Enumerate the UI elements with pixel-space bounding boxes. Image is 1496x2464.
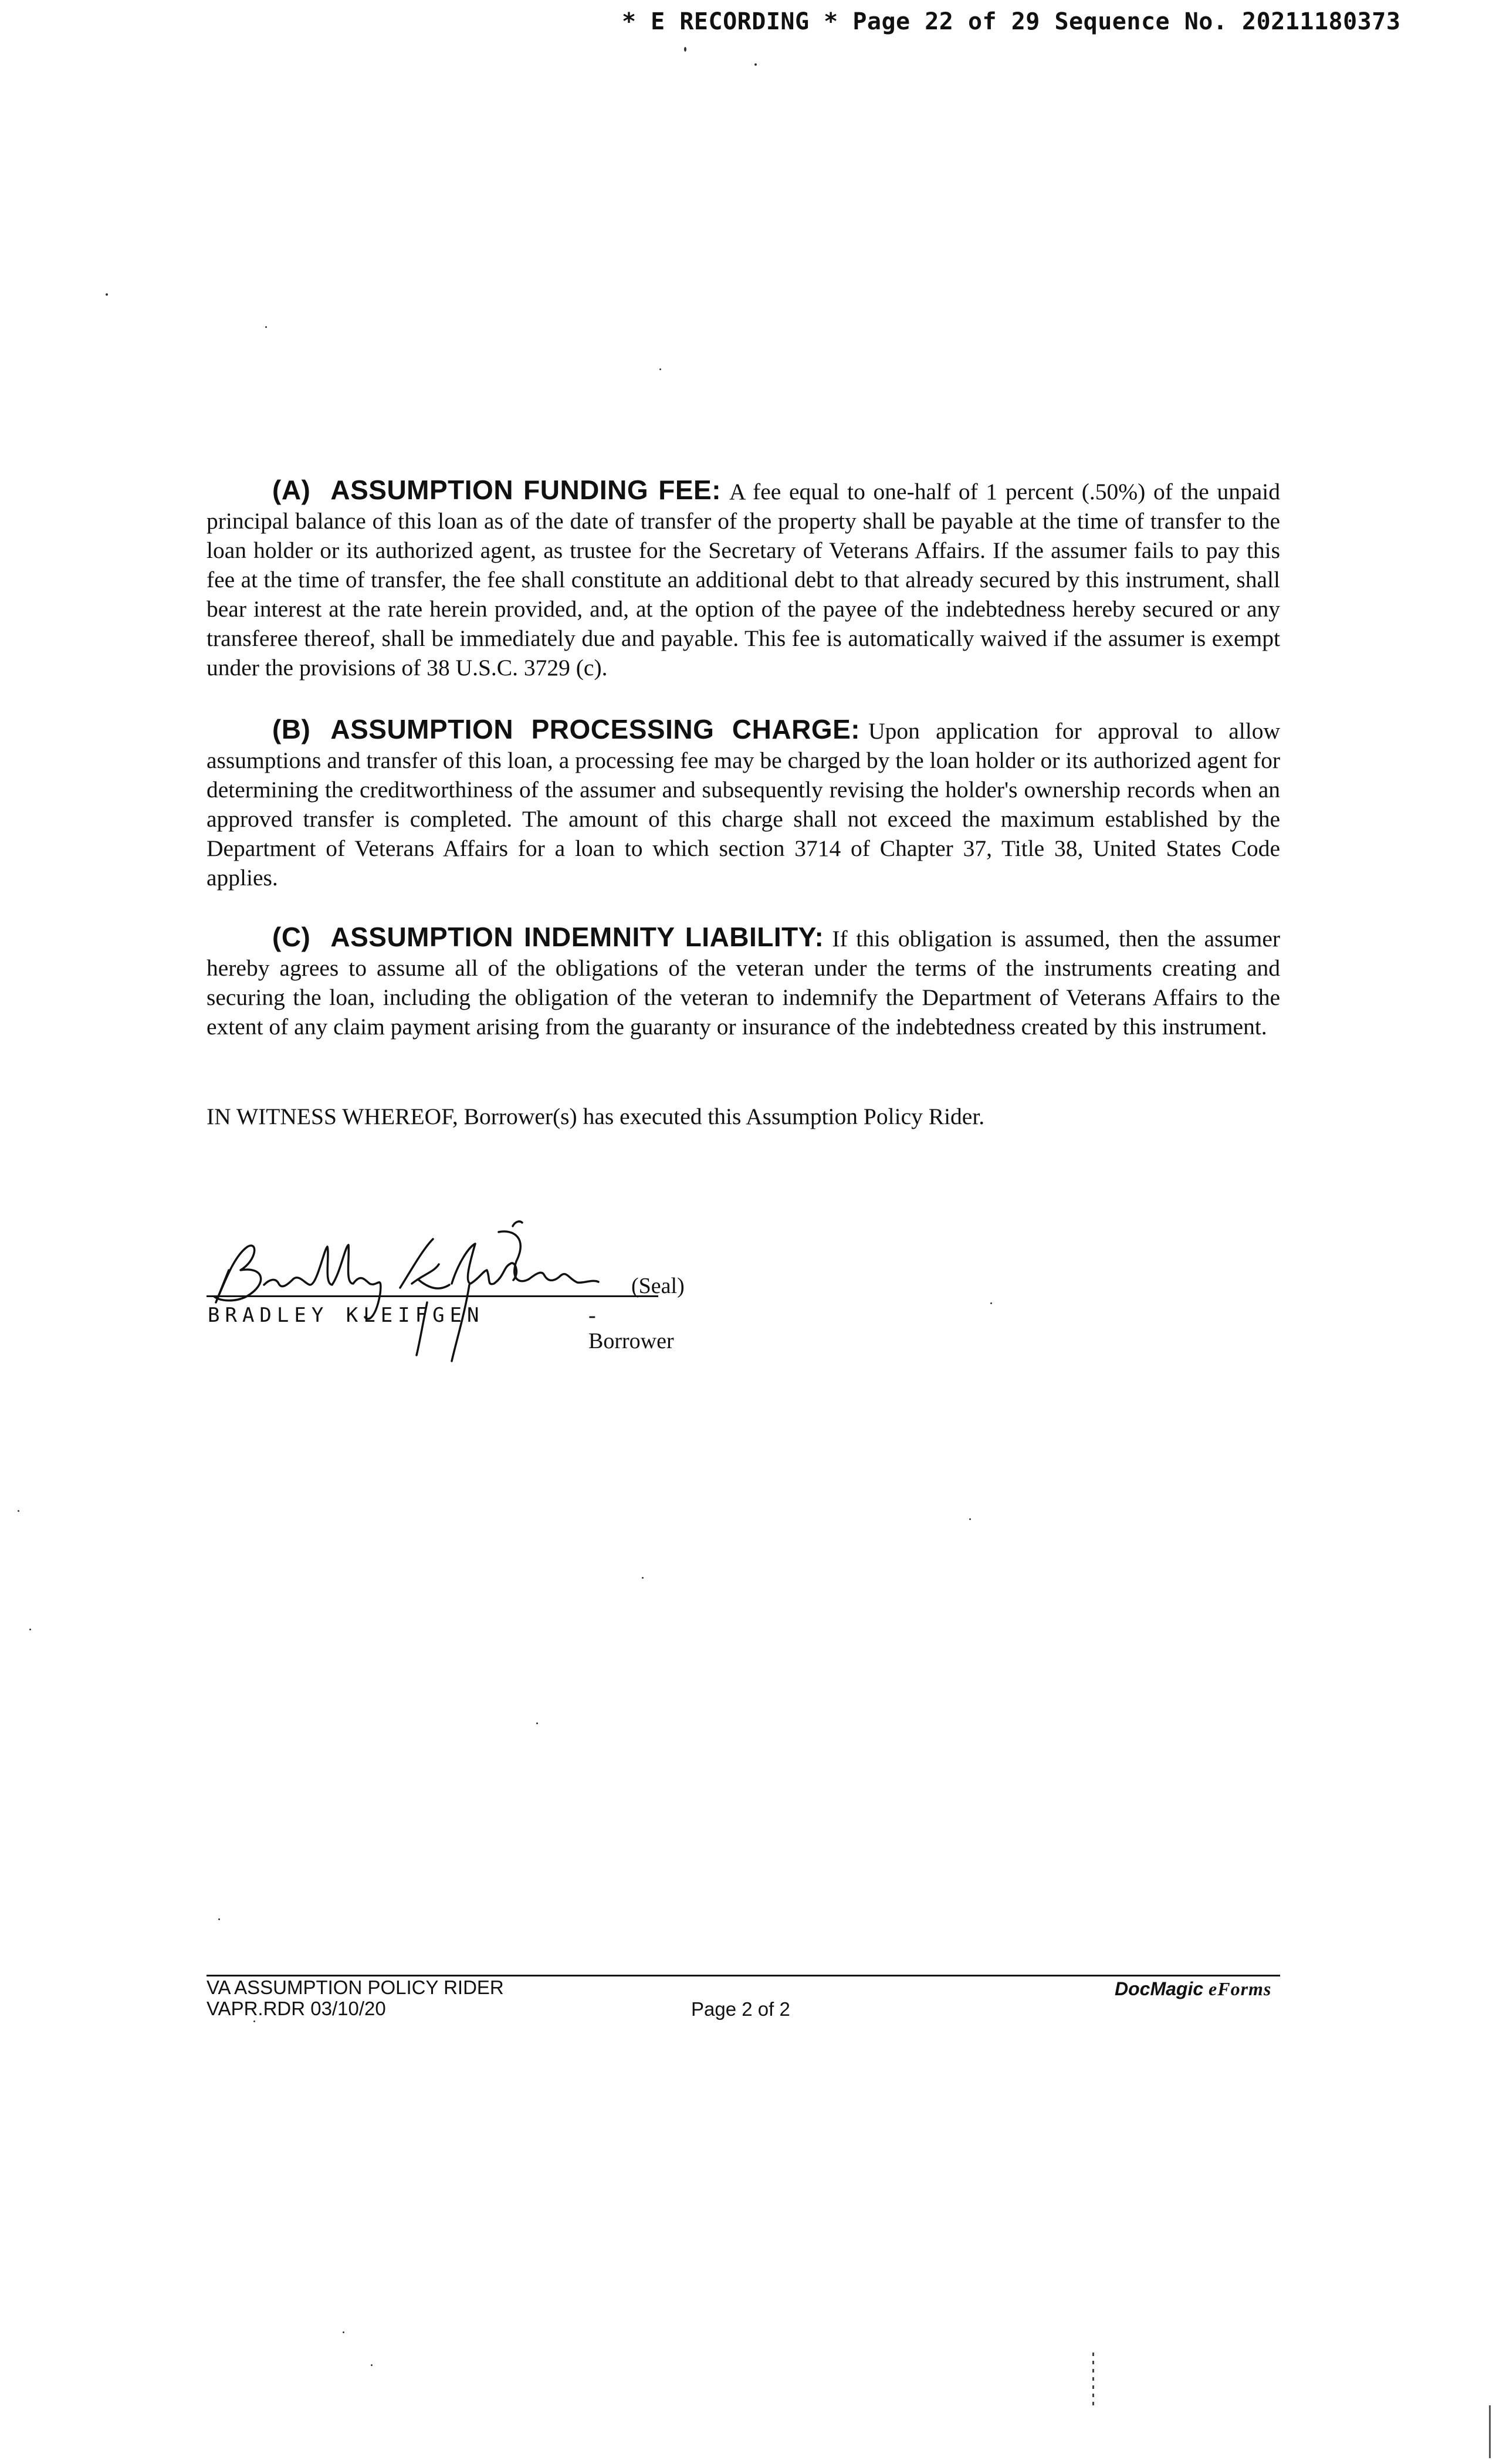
seal-label: (Seal): [631, 1274, 685, 1298]
signer-name: BRADLEY KLEIFGEN: [208, 1304, 485, 1327]
brand-name: DocMagic: [1115, 1978, 1204, 1999]
scan-speck: [969, 1518, 971, 1520]
scan-edge-mark: [1489, 2405, 1491, 2458]
section-processing-charge: [207, 715, 1280, 892]
scan-speck: [343, 2331, 344, 2333]
scan-speck: [754, 63, 757, 66]
form-code: VAPR.RDR 03/10/20: [207, 1998, 386, 2019]
scan-speck: [29, 1629, 31, 1630]
footer-form-info: [207, 1977, 504, 2019]
seal-line: [559, 1295, 630, 1297]
scan-speck: [1092, 2353, 1094, 2405]
scan-speck: [218, 1918, 220, 1920]
scan-speck: [990, 1302, 992, 1304]
section-heading: (C) ASSUMPTION INDEMNITY LIABILITY:: [272, 922, 824, 952]
section-indemnity-liability: [207, 922, 1280, 1041]
scan-speck: [536, 1722, 538, 1724]
recording-stamp: * E RECORDING * Page 22 of 29 Sequence No. 20211180373: [622, 8, 1401, 35]
section-heading: (A) ASSUMPTION FUNDING FEE:: [272, 475, 722, 505]
scan-speck: [106, 293, 108, 296]
scan-speck: [684, 47, 686, 52]
scan-speck: [642, 1577, 644, 1579]
section-text: Upon application for approval to allow assumptions and transfer of this loan, a processing fee may be charged by the loan holder or its authorized agent for determining the creditworthiness of the assumer and subsequently revising the holder's ownership records when an approved transfer is completed. The amount of this charge shall not exceed the maximum established by the Department of Veterans Affairs for a loan to which section 3714 of Chapter 37, Title 38, United States Code applies.: [207, 718, 1281, 891]
scan-speck: [659, 368, 661, 370]
borrower-label: -Borrower: [588, 1303, 674, 1353]
section-text: A fee equal to one-half of 1 percent (.50%) of the unpaid principal balance of this loan as of the date of transfer of the property shall be payable at the time of transfer to the loan holder or its authorized agent, as trustee for the Secretary of Veterans Affairs. If the assumer fails to pay this fee at the time of transfer, the fee shall constitute an additional debt to that already secured by this instrument, shall bear interest at the rate herein provided, and, at the option of the payee of the indebtedness hereby secured or any transferee thereof, shall be immediately due and payable. This fee is automatically waived if the assumer is exempt under the provisions of 38 U.S.C. 3729 (c).: [207, 479, 1281, 681]
section-text: If this obligation is assumed, then the assumer hereby agrees to assume all of the obligations of the veteran under the terms of the instruments creating and securing the loan, including the obligation of the veteran to indemnify the Department of Veterans Affairs to the extent of any claim payment arising from the guaranty or insurance of the indebtedness created by this instrument.: [207, 926, 1281, 1040]
section-funding-fee: [207, 475, 1280, 682]
scan-speck: [18, 1510, 19, 1512]
form-title: VA ASSUMPTION POLICY RIDER: [207, 1976, 504, 1998]
scan-speck: [253, 2020, 255, 2022]
section-heading: (B) ASSUMPTION PROCESSING CHARGE:: [272, 714, 861, 744]
scan-speck: [265, 326, 267, 328]
page-number: Page 2 of 2: [691, 1998, 790, 2020]
brand-suffix: eForms: [1209, 1978, 1272, 1999]
docmagic-logo: [1115, 1978, 1271, 2000]
scan-speck: [371, 2364, 373, 2366]
witness-statement: IN WITNESS WHEREOF, Borrower(s) has executed this Assumption Policy Rider.: [207, 1104, 985, 1129]
